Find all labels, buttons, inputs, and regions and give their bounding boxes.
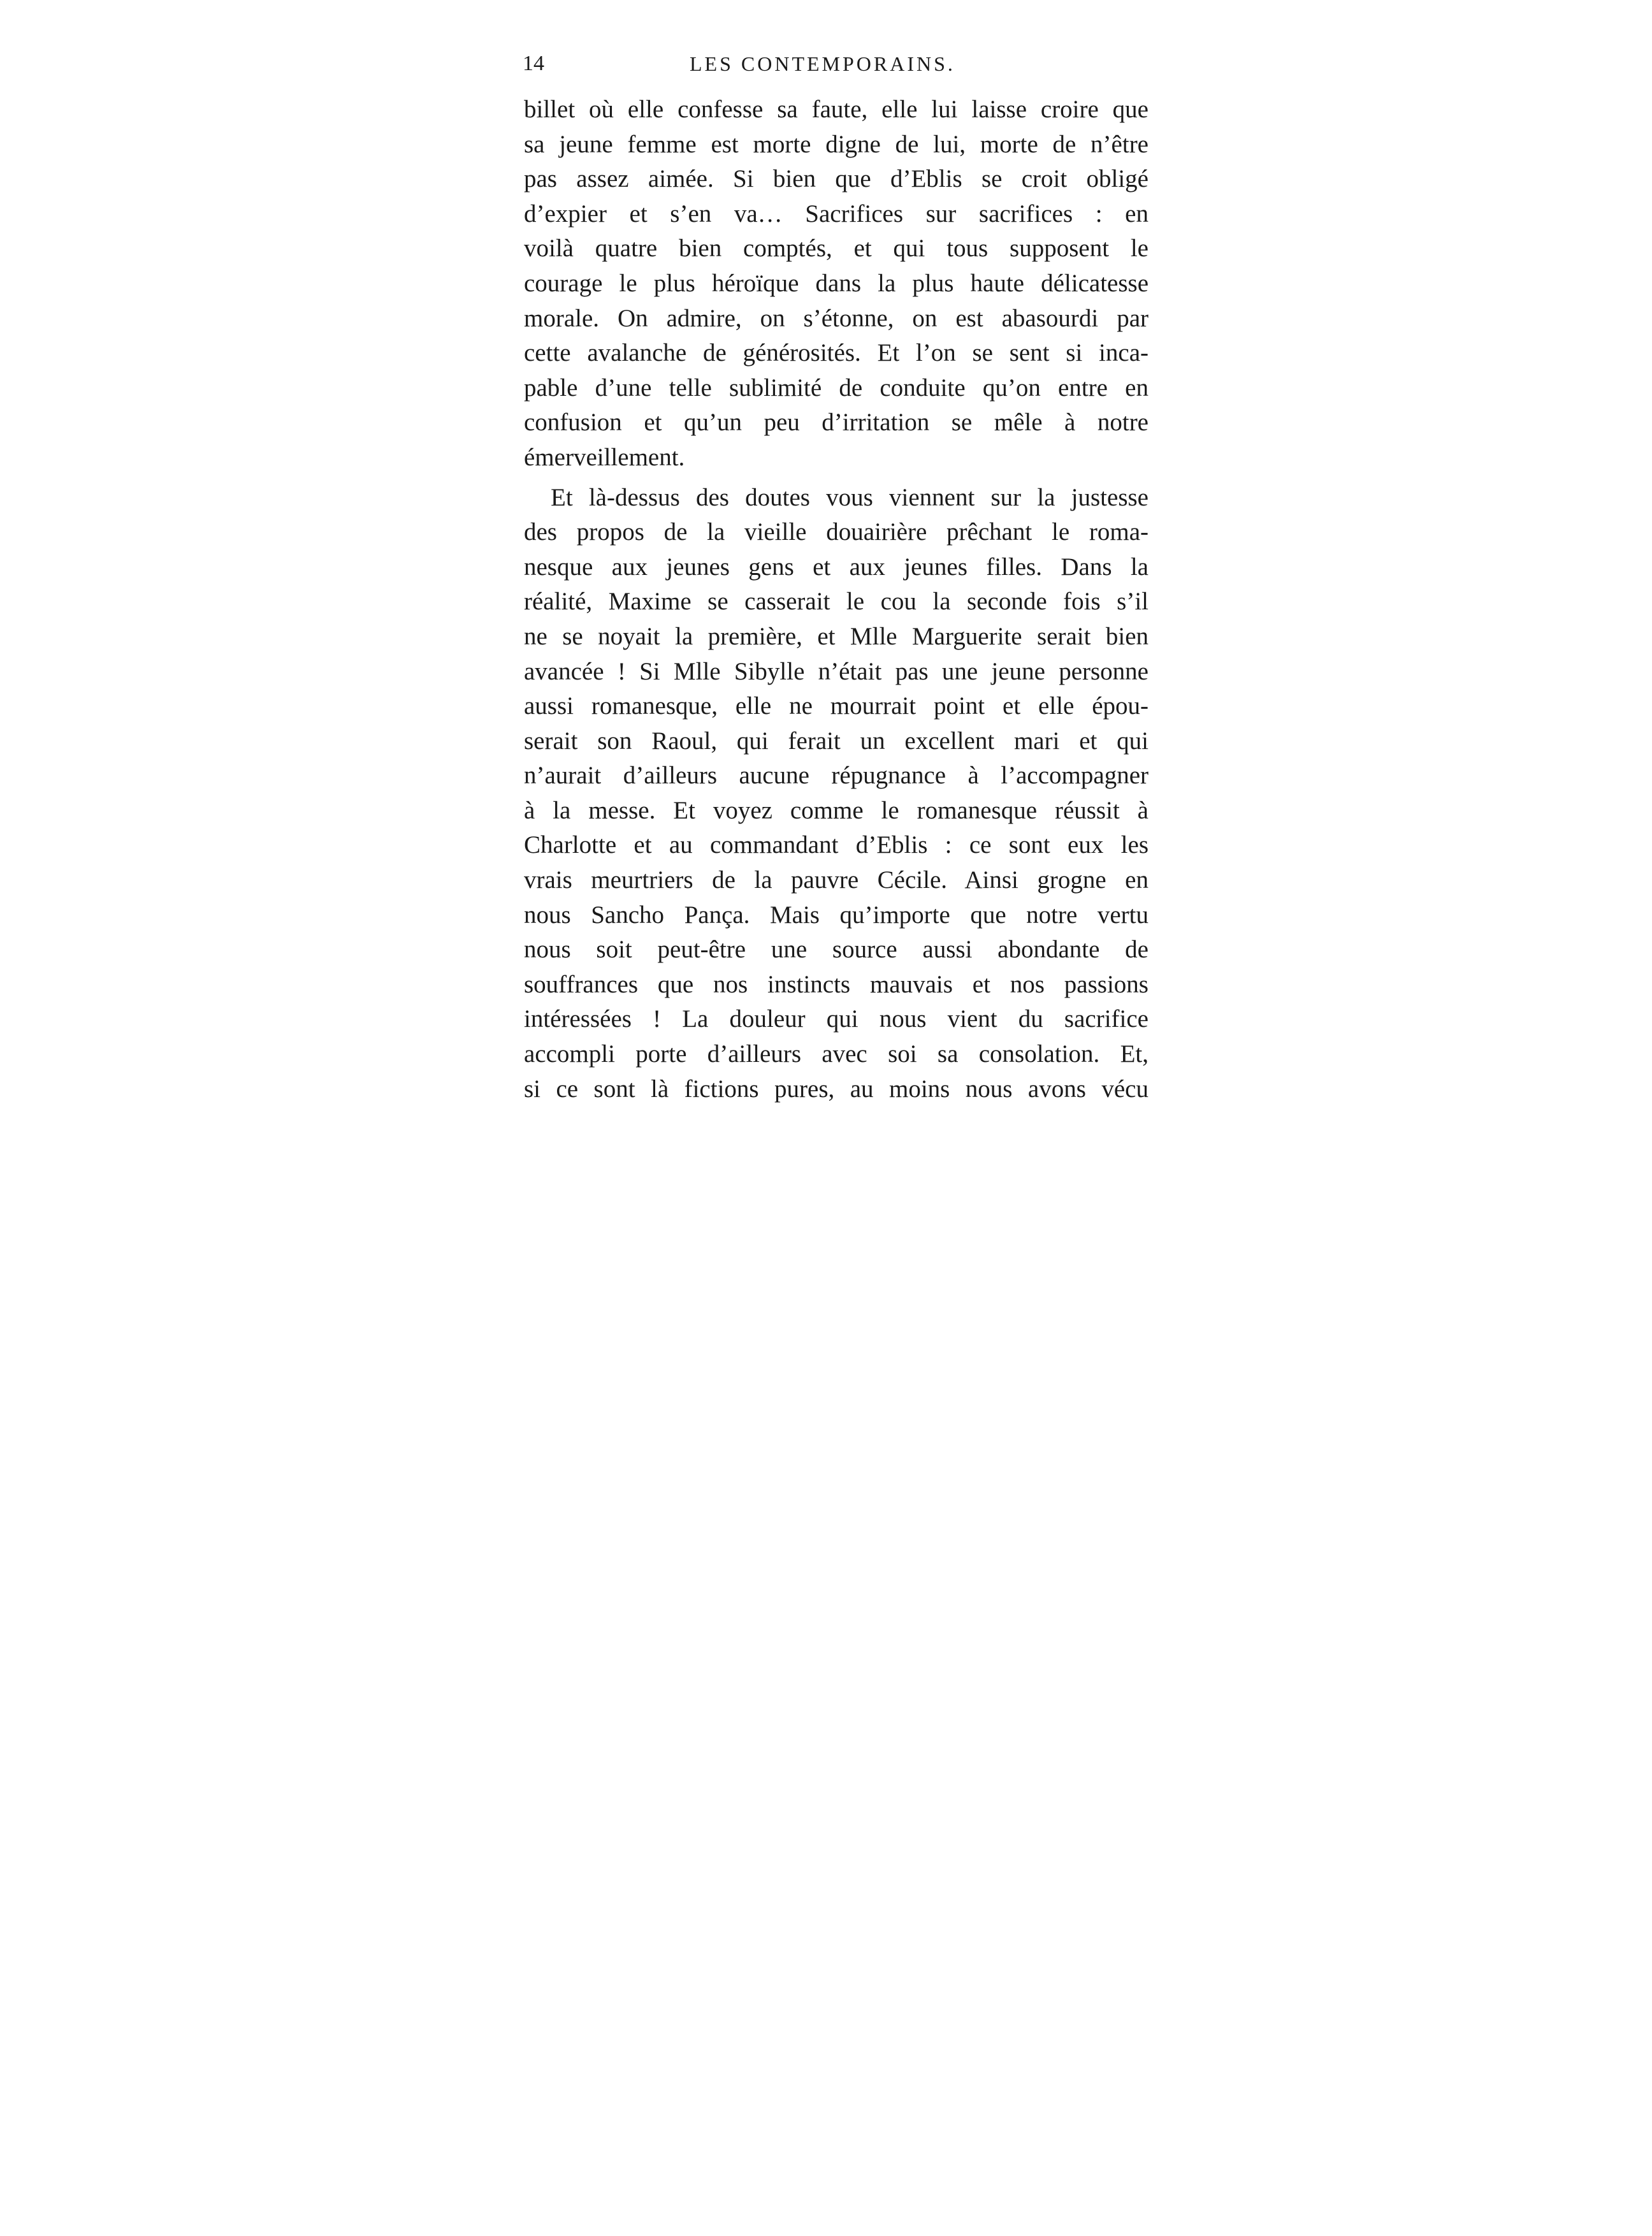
- text-line: pable d’une telle sublimité de conduite qu’on entre en: [524, 374, 1148, 402]
- page-number: 14: [523, 52, 544, 75]
- text-line: intéressées ! La douleur qui nous vient du sacrifice: [524, 1005, 1148, 1033]
- text-line: accompli porte d’ailleurs avec soi sa consolation. Et,: [524, 1040, 1148, 1068]
- text-line: nesque aux jeunes gens et aux jeunes filles. Dans la: [524, 553, 1148, 581]
- text-line: vrais meurtriers de la pauvre Cécile. Ainsi grogne en: [524, 866, 1148, 894]
- paragraph: [524, 92, 1148, 476]
- text-line: nous Sancho Pança. Mais qu’importe que notre vertu: [524, 901, 1148, 929]
- text-line: sa jeune femme est morte digne de lui, morte de n’être: [524, 130, 1148, 158]
- text-line: cette avalanche de générosités. Et l’on se sent si inca-: [524, 339, 1148, 367]
- text-line: n’aurait d’ailleurs aucune répugnance à l’accompagner: [524, 762, 1148, 790]
- body-text: [524, 92, 1148, 1107]
- text-line: souffrances que nos instincts mauvais et nos passions: [524, 970, 1148, 998]
- text-line: réalité, Maxime se casserait le cou la seconde fois s’il: [524, 588, 1148, 616]
- text-line: aussi romanesque, elle ne mourrait point et elle épou-: [524, 692, 1148, 720]
- text-line: nous soit peut-être une source aussi abondante de: [524, 936, 1148, 964]
- page-header: [523, 51, 1147, 76]
- text-line: confusion et qu’un peu d’irritation se mêle à notre: [524, 409, 1148, 437]
- running-head: LES CONTEMPORAINS.: [690, 52, 955, 75]
- text-line: Charlotte et au commandant d’Eblis : ce sont eux les: [524, 831, 1148, 859]
- text-line: Et là-dessus des doutes vous viennent sur la justesse: [551, 483, 1148, 511]
- text-line: des propos de la vieille douairière prêchant le roma-: [524, 518, 1148, 546]
- text-line: voilà quatre bien comptés, et qui tous supposent le: [524, 235, 1148, 263]
- text-line: émerveillement.: [524, 443, 685, 471]
- text-line: billet où elle confesse sa faute, elle lui laisse croire que: [524, 96, 1148, 123]
- paragraph: [524, 481, 1148, 1107]
- text-line: pas assez aimée. Si bien que d’Eblis se croit obligé: [524, 165, 1148, 193]
- text-line: morale. On admire, on s’étonne, on est abasourdi par: [524, 304, 1148, 332]
- text-line: à la messe. Et voyez comme le romanesque réussit à: [524, 796, 1148, 824]
- text-line: si ce sont là fictions pures, au moins nous avons vécu: [524, 1075, 1148, 1103]
- text-line: courage le plus héroïque dans la plus haute délicatesse: [524, 269, 1148, 297]
- text-line: serait son Raoul, qui ferait un excellent mari et qui: [524, 727, 1148, 755]
- text-line: d’expier et s’en va… Sacrifices sur sacrifices : en: [524, 200, 1148, 228]
- text-line: ne se noyait la première, et Mlle Marguerite serait bien: [524, 622, 1148, 650]
- paragraph-gap: [524, 476, 1148, 481]
- text-line: avancée ! Si Mlle Sibylle n’était pas une jeune personne: [524, 657, 1148, 685]
